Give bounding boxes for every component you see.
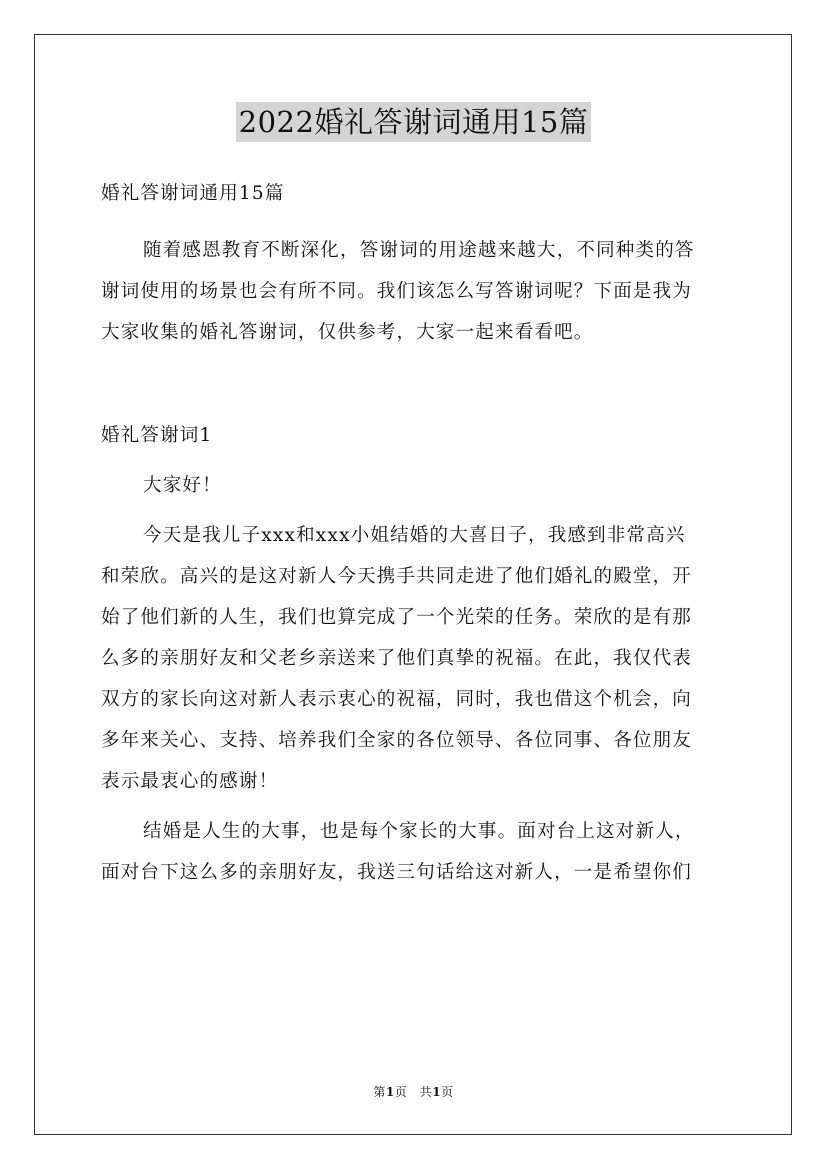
paragraph-line: 多年来关心、支持、培养我们全家的各位领导、各位同事、各位朋友 [101,730,693,751]
footer-total-pages: 1 [432,1085,442,1099]
paragraph-line: 面对台下这么多的亲朋好友，我送三句话给这对新人，一是希望你们 [101,862,693,883]
body-paragraph-2 [101,811,728,893]
section-heading: 婚礼答谢词1 [101,425,213,446]
footer-suffix: 页 [441,1085,454,1099]
body-paragraph-1 [101,515,728,802]
page-footer [0,1083,827,1100]
title-container [0,102,827,142]
footer-mid: 页 共 [394,1085,433,1099]
footer-prefix: 第 [373,1085,386,1099]
paragraph-line: 双方的家长向这对新人表示衷心的祝福，同时，我也借这个机会，向 [101,689,693,710]
paragraph-line: 表示最衷心的感谢！ [101,771,279,792]
intro-line: 大家收集的婚礼答谢词，仅供参考，大家一起来看看吧。 [101,322,594,343]
greeting-line: 大家好！ [143,475,222,496]
intro-line: 随着感恩教育不断深化，答谢词的用途越来越大，不同种类的答 [143,240,695,261]
paragraph-line: 始了他们新的人生，我们也算完成了一个光荣的任务。荣欣的是有那 [101,607,693,628]
intro-line: 谢词使用的场景也会有所不同。我们该怎么写答谢词呢？下面是我为 [101,281,693,302]
paragraph-line: 么多的亲朋好友和父老乡亲送来了他们真挚的祝福。在此，我仅代表 [101,648,693,669]
paragraph-line: 结婚是人生的大事，也是每个家长的大事。面对台上这对新人， [143,821,695,842]
document-title: 2022婚礼答谢词通用15篇 [236,102,592,142]
paragraph-line: 和荣欣。高兴的是这对新人今天携手共同走进了他们婚礼的殿堂，开 [101,566,693,587]
document-body [101,173,728,893]
paragraph-line: 今天是我儿子xxx和xxx小姐结婚的大喜日子，我感到非常高兴 [143,525,686,546]
intro-paragraph [101,230,728,353]
footer-current-page: 1 [385,1085,395,1099]
document-subtitle: 婚礼答谢词通用15篇 [101,183,285,204]
